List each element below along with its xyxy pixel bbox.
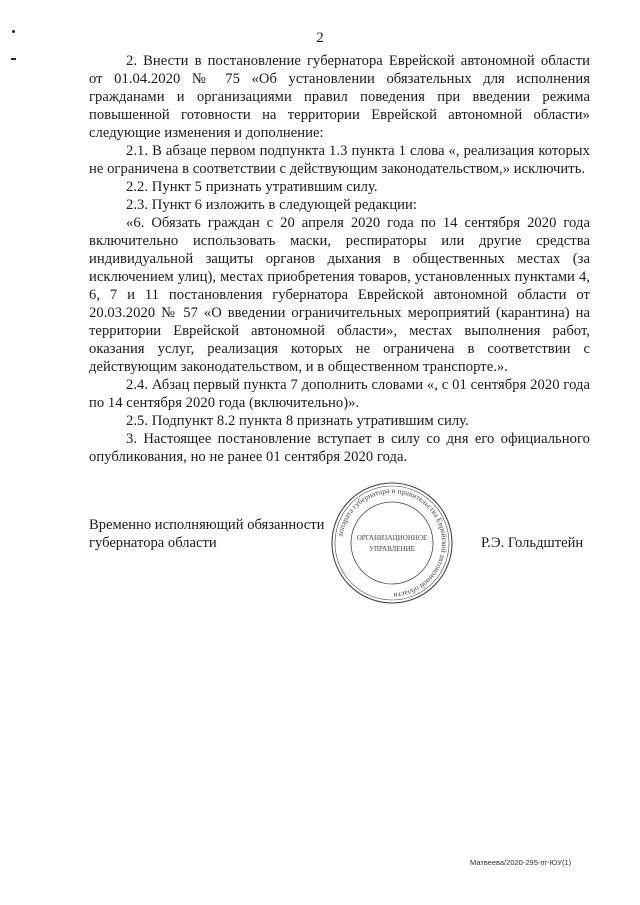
- official-seal: [329, 480, 455, 606]
- paragraph-2-5: 2.5. Подпункт 8.2 пункта 8 признать утратившим силу.: [126, 413, 469, 429]
- signer-name: Р.Э. Гольдштейн: [481, 535, 584, 551]
- signer-title-line1: Временно исполняющий обязанности: [89, 517, 325, 533]
- page-number: 2: [316, 30, 324, 46]
- seal-center-line2: УПРАВЛЕНИЕ: [369, 545, 415, 553]
- signer-title-line2: губернатора области: [89, 535, 217, 551]
- signature-block: [89, 485, 599, 606]
- paragraph-6-quote: «6. Обязать граждан с 20 апреля 2020 года по 14 сентября 2020 года включительно использовать маски, респираторы или другие средства индивидуальной защиты органов дыхания в общественных местах (за исключением улиц), местах приобретения товаров, установленных пунктами 4, 6, 7 и 11 постановления губернатора Еврейской автономной области от 20.03.2020 № 57 «О введении ограничительных мероприятий (карантина) на территории Еврейской автономной области», местах выполнения работ, оказания услуг, реализация которых не ограничена в соответствии с действующим законодательством, и в общественном транспорте.».: [89, 215, 590, 375]
- seal-ring-text: аппарата губернатора и правительства Еврейской автономной области: [335, 485, 450, 601]
- paragraph-2: 2. Внести в постановление губернатора Еврейской автономной области от 01.04.2020 № 75 «Об установлении обязательных для исполнения гражданами и организациями правил поведения при введении режима повышенной готовности на территории Еврейской автономной области» следующие изменения и дополнение:: [89, 53, 590, 141]
- scan-dash: [11, 58, 16, 60]
- paragraph-3: 3. Настоящее постановление вступает в силу со дня его официального опубликования, но не ранее 01 сентября 2020 года.: [89, 431, 590, 465]
- paragraph-2-3: 2.3. Пункт 6 изложить в следующей редакции:: [126, 197, 418, 213]
- paragraph-2-1: 2.1. В абзаце первом подпункта 1.3 пункта 1 слова «, реализация которых не ограничена в соответствии с действующим законодательством,» исключить.: [89, 143, 590, 177]
- document-body: [89, 52, 590, 466]
- seal-center-line1: ОРГАНИЗАЦИОННОЕ: [356, 534, 428, 542]
- document-reference: Матвеева/2020-295-пг-ЮУ(1): [470, 858, 572, 867]
- signer-title: [89, 516, 349, 552]
- paragraph-2-2: 2.2. Пункт 5 признать утратившим силу.: [126, 179, 378, 195]
- paragraph-2-4: 2.4. Абзац первый пункта 7 дополнить словами «, с 01 сентября 2020 года по 14 сентября 2020 года (включительно)».: [89, 377, 590, 411]
